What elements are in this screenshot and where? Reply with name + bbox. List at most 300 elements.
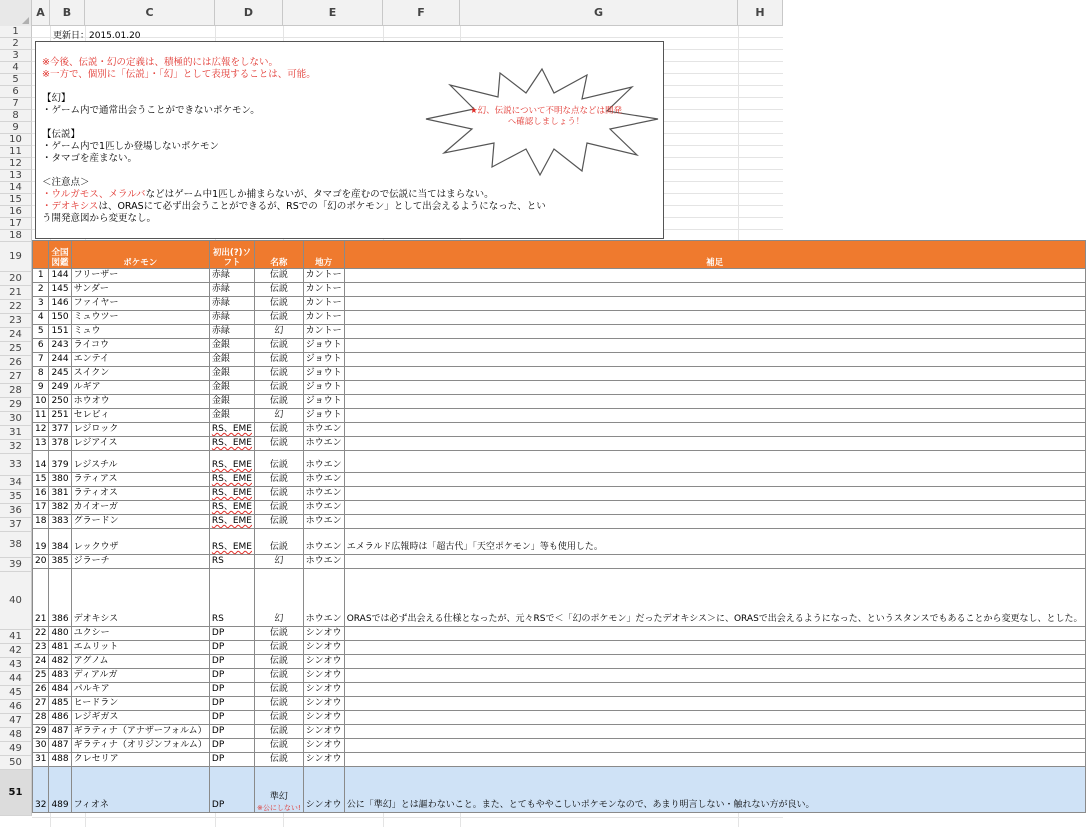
cell-region[interactable]: シンオウ <box>303 711 344 725</box>
row-header-30[interactable]: 30 <box>0 412 32 426</box>
cell-soft[interactable]: 赤緑 <box>209 297 254 311</box>
cell-classification[interactable] <box>255 311 304 325</box>
cell-region[interactable]: カントー <box>303 311 344 325</box>
cell-note[interactable]: 公に「準幻」とは謳わないこと。また、とてもややこしいポケモンなので、あまり明言しない・触れない方が良い。 <box>344 767 1085 813</box>
cell-index[interactable]: 8 <box>33 367 49 381</box>
row-header-1[interactable]: 1 <box>0 26 32 38</box>
cell-soft[interactable]: 金銀 <box>209 353 254 367</box>
cell-dex-number[interactable]: 480 <box>49 627 71 641</box>
cell-index[interactable]: 27 <box>33 697 49 711</box>
cell-index[interactable]: 22 <box>33 627 49 641</box>
row-header-3[interactable]: 3 <box>0 50 32 62</box>
cell-soft[interactable]: 金銀 <box>209 381 254 395</box>
cell-dex-number[interactable]: 484 <box>49 683 71 697</box>
cell-region[interactable]: ホウエン <box>303 437 344 451</box>
cell-pokemon-name[interactable]: ディアルガ <box>71 669 209 683</box>
row-header-36[interactable]: 36 <box>0 504 32 518</box>
cell-classification[interactable] <box>255 725 304 739</box>
cell-note[interactable] <box>344 487 1085 501</box>
row-header-16[interactable]: 16 <box>0 206 32 218</box>
column-header-e[interactable]: E <box>283 0 383 26</box>
row-header-50[interactable]: 50 <box>0 756 32 770</box>
cell-pokemon-name[interactable]: レジスチル <box>71 451 209 473</box>
cell-classification[interactable] <box>255 353 304 367</box>
row-header-23[interactable]: 23 <box>0 314 32 328</box>
cell-index[interactable]: 10 <box>33 395 49 409</box>
row-header-17[interactable]: 17 <box>0 218 32 230</box>
cell-note[interactable] <box>344 501 1085 515</box>
cell-soft[interactable]: RS、EME <box>209 451 254 473</box>
cell-dex-number[interactable]: 249 <box>49 381 71 395</box>
cell-region[interactable]: ホウエン <box>303 451 344 473</box>
classification-label: 伝説 <box>269 542 288 552</box>
cell-region[interactable]: ジョウト <box>303 353 344 367</box>
cell-note[interactable] <box>344 409 1085 423</box>
cell-pokemon-name[interactable]: エンテイ <box>71 353 209 367</box>
cell-classification[interactable] <box>255 283 304 297</box>
cell-region[interactable]: ジョウト <box>303 395 344 409</box>
cell-region[interactable]: シンオウ <box>303 739 344 753</box>
cell-classification[interactable] <box>255 569 304 627</box>
cell-index[interactable]: 2 <box>33 283 49 297</box>
header-note[interactable]: 補足 <box>344 241 1085 269</box>
cell-dex-number[interactable]: 384 <box>49 529 71 555</box>
row-header-18[interactable]: 18 <box>0 230 32 242</box>
cell-pokemon-name[interactable]: カイオーガ <box>71 501 209 515</box>
cell-pokemon-name[interactable]: セレビィ <box>71 409 209 423</box>
cell-pokemon-name[interactable]: ミュウ <box>71 325 209 339</box>
cell-pokemon-name[interactable]: アグノム <box>71 655 209 669</box>
row-header-13[interactable]: 13 <box>0 170 32 182</box>
cell-index[interactable]: 15 <box>33 473 49 487</box>
column-header-b[interactable]: B <box>50 0 85 26</box>
cell-region[interactable]: シンオウ <box>303 683 344 697</box>
cell-dex-number[interactable]: 385 <box>49 555 71 569</box>
cell-index[interactable]: 21 <box>33 569 49 627</box>
cell-soft[interactable]: 金銀 <box>209 339 254 353</box>
header-name[interactable]: 名称 <box>255 241 304 269</box>
cell-dex-number[interactable]: 488 <box>49 753 71 767</box>
row-header-21[interactable]: 21 <box>0 286 32 300</box>
cell-soft[interactable]: DP <box>209 683 254 697</box>
cell-pokemon-name[interactable]: レジアイス <box>71 437 209 451</box>
cell-dex-number[interactable]: 483 <box>49 669 71 683</box>
cell-classification[interactable] <box>255 641 304 655</box>
header-region[interactable]: 地方 <box>303 241 344 269</box>
cell-classification[interactable] <box>255 269 304 283</box>
column-header-a[interactable]: A <box>32 0 50 26</box>
cell-soft[interactable]: 金銀 <box>209 409 254 423</box>
cell-pokemon-name[interactable]: スイクン <box>71 367 209 381</box>
row-header-19[interactable]: 19 <box>0 242 32 272</box>
cell-note[interactable] <box>344 311 1085 325</box>
cell-classification[interactable] <box>255 529 304 555</box>
cell-pokemon-name[interactable]: エムリット <box>71 641 209 655</box>
column-header-f[interactable]: F <box>383 0 460 26</box>
cell-index[interactable]: 28 <box>33 711 49 725</box>
cell-index[interactable]: 9 <box>33 381 49 395</box>
cell-dex-number[interactable]: 144 <box>49 269 71 283</box>
cell-soft[interactable]: RS、EME <box>209 501 254 515</box>
cell-pokemon-name[interactable]: ユクシー <box>71 627 209 641</box>
row-header-12[interactable]: 12 <box>0 158 32 170</box>
cell-pokemon-name[interactable]: デオキシス <box>71 569 209 627</box>
cell-note[interactable] <box>344 753 1085 767</box>
cell-classification[interactable] <box>255 697 304 711</box>
cell-note[interactable] <box>344 555 1085 569</box>
cell-index[interactable]: 23 <box>33 641 49 655</box>
row-header-40[interactable]: 40 <box>0 572 32 630</box>
cell-note[interactable]: ORASでは必ず出会える仕様となったが、元々RSで＜「幻のポケモン」だったデオキシス＞に、ORASで出会えるようになった、というスタンスでもあることから変更なし、とした。 <box>344 569 1085 627</box>
column-header-g[interactable]: G <box>460 0 738 26</box>
cell-region[interactable]: シンオウ <box>303 641 344 655</box>
cell-note[interactable] <box>344 627 1085 641</box>
cell-dex-number[interactable]: 150 <box>49 311 71 325</box>
cell-dex-number[interactable]: 489 <box>49 767 71 813</box>
cell-note[interactable] <box>344 395 1085 409</box>
cell-note[interactable] <box>344 641 1085 655</box>
row-header-9[interactable]: 9 <box>0 122 32 134</box>
cell-note[interactable] <box>344 473 1085 487</box>
cell-dex-number[interactable]: 487 <box>49 725 71 739</box>
row-header-27[interactable]: 27 <box>0 370 32 384</box>
cell-region[interactable]: シンオウ <box>303 725 344 739</box>
cell-pokemon-name[interactable]: ホウオウ <box>71 395 209 409</box>
cell-pokemon-name[interactable]: レックウザ <box>71 529 209 555</box>
cell-note[interactable] <box>344 683 1085 697</box>
row-header-51[interactable]: 51 <box>0 770 32 816</box>
cell-soft[interactable]: 赤緑 <box>209 283 254 297</box>
cell-note[interactable] <box>344 325 1085 339</box>
cell-classification[interactable] <box>255 655 304 669</box>
cell-classification[interactable] <box>255 367 304 381</box>
cell-note[interactable] <box>344 515 1085 529</box>
cell-pokemon-name[interactable]: グラードン <box>71 515 209 529</box>
cell-pokemon-name[interactable]: フィオネ <box>71 767 209 813</box>
cell-region[interactable]: シンオウ <box>303 697 344 711</box>
cell-region[interactable]: ホウエン <box>303 515 344 529</box>
classification-label: 伝説 <box>269 740 288 750</box>
sheet-grid[interactable] <box>32 26 1083 827</box>
row-header-22[interactable]: 22 <box>0 300 32 314</box>
cell-classification[interactable] <box>255 767 304 813</box>
cell-region[interactable]: シンオウ <box>303 655 344 669</box>
cell-classification[interactable] <box>255 451 304 473</box>
cell-region[interactable]: カントー <box>303 269 344 283</box>
row-header-46[interactable]: 46 <box>0 700 32 714</box>
select-all-corner[interactable] <box>0 0 32 26</box>
cell-dex-number[interactable]: 378 <box>49 437 71 451</box>
cell-region[interactable]: ジョウト <box>303 367 344 381</box>
cell-classification[interactable] <box>255 423 304 437</box>
row-header-48[interactable]: 48 <box>0 728 32 742</box>
cell-soft[interactable]: DP <box>209 655 254 669</box>
cell-classification[interactable] <box>255 409 304 423</box>
cell-index[interactable]: 25 <box>33 669 49 683</box>
cell-soft[interactable]: RS、EME <box>209 473 254 487</box>
cell-index[interactable]: 24 <box>33 655 49 669</box>
cell-index[interactable]: 30 <box>33 739 49 753</box>
row-header-31[interactable]: 31 <box>0 426 32 440</box>
cell-dex-number[interactable]: 245 <box>49 367 71 381</box>
cell-classification[interactable] <box>255 555 304 569</box>
row-header-11[interactable]: 11 <box>0 146 32 158</box>
cell-note[interactable] <box>344 339 1085 353</box>
row-header-28[interactable]: 28 <box>0 384 32 398</box>
cell-pokemon-name[interactable]: ライコウ <box>71 339 209 353</box>
cell-classification[interactable] <box>255 669 304 683</box>
cell-region[interactable]: カントー <box>303 297 344 311</box>
cell-region[interactable]: シンオウ <box>303 627 344 641</box>
row-header-15[interactable]: 15 <box>0 194 32 206</box>
cell-classification[interactable] <box>255 325 304 339</box>
cell-region[interactable]: ホウエン <box>303 473 344 487</box>
cell-pokemon-name[interactable]: サンダー <box>71 283 209 297</box>
cell-pokemon-name[interactable]: ミュウツー <box>71 311 209 325</box>
cell-classification[interactable] <box>255 381 304 395</box>
row-header-26[interactable]: 26 <box>0 356 32 370</box>
cell-index[interactable]: 29 <box>33 725 49 739</box>
cell-dex-number[interactable]: 244 <box>49 353 71 367</box>
cell-soft[interactable]: DP <box>209 753 254 767</box>
cell-soft[interactable]: RS、EME <box>209 529 254 555</box>
cell-index[interactable]: 14 <box>33 451 49 473</box>
cell-pokemon-name[interactable]: レジギガス <box>71 711 209 725</box>
cell-index[interactable]: 17 <box>33 501 49 515</box>
cell-dex-number[interactable]: 379 <box>49 451 71 473</box>
row-header-44[interactable]: 44 <box>0 672 32 686</box>
row-header-14[interactable]: 14 <box>0 182 32 194</box>
header-dex[interactable]: 全国図鑑 <box>49 241 71 269</box>
cell-classification[interactable] <box>255 711 304 725</box>
cell-region[interactable]: カントー <box>303 283 344 297</box>
cell-classification[interactable] <box>255 739 304 753</box>
cell-note[interactable] <box>344 697 1085 711</box>
cell-pokemon-name[interactable]: フリーザー <box>71 269 209 283</box>
cell-dex-number[interactable]: 486 <box>49 711 71 725</box>
cell-index[interactable]: 31 <box>33 753 49 767</box>
cell-region[interactable]: ホウエン <box>303 423 344 437</box>
cell-note[interactable] <box>344 353 1085 367</box>
cell-note[interactable] <box>344 297 1085 311</box>
row-header-45[interactable]: 45 <box>0 686 32 700</box>
cell-index[interactable]: 12 <box>33 423 49 437</box>
cell-note[interactable] <box>344 739 1085 753</box>
column-header-d[interactable]: D <box>215 0 283 26</box>
cell-pokemon-name[interactable]: ギラティナ（オリジンフォルム） <box>71 739 209 753</box>
cell-soft[interactable]: 金銀 <box>209 367 254 381</box>
cell-pokemon-name[interactable]: ヒードラン <box>71 697 209 711</box>
row-header-7[interactable]: 7 <box>0 98 32 110</box>
classification-label: 伝説 <box>269 382 288 392</box>
column-header-h[interactable]: H <box>738 0 783 26</box>
cell-note[interactable] <box>344 423 1085 437</box>
cell-soft[interactable]: DP <box>209 725 254 739</box>
cell-classification[interactable] <box>255 753 304 767</box>
cell-region[interactable]: ホウエン <box>303 555 344 569</box>
cell-note[interactable] <box>344 367 1085 381</box>
row-header-10[interactable]: 10 <box>0 134 32 146</box>
cell-region[interactable]: カントー <box>303 325 344 339</box>
cell-classification[interactable] <box>255 487 304 501</box>
classification-label: 幻 <box>274 410 284 420</box>
row-header-25[interactable]: 25 <box>0 342 32 356</box>
row-header-37[interactable]: 37 <box>0 518 32 532</box>
cell-dex-number[interactable]: 380 <box>49 473 71 487</box>
header-pokemon[interactable]: ポケモン <box>71 241 209 269</box>
cell-pokemon-name[interactable]: パルキア <box>71 683 209 697</box>
row-header-6[interactable]: 6 <box>0 86 32 98</box>
cell-index[interactable]: 16 <box>33 487 49 501</box>
cell-classification[interactable] <box>255 515 304 529</box>
cell-note[interactable] <box>344 381 1085 395</box>
cell-soft[interactable]: DP <box>209 697 254 711</box>
cell-index[interactable]: 19 <box>33 529 49 555</box>
cell-dex-number[interactable]: 145 <box>49 283 71 297</box>
cell-index[interactable]: 26 <box>33 683 49 697</box>
cell-soft[interactable]: DP <box>209 627 254 641</box>
cell-soft[interactable]: 赤緑 <box>209 311 254 325</box>
cell-pokemon-name[interactable]: レジロック <box>71 423 209 437</box>
cell-pokemon-name[interactable]: ファイヤー <box>71 297 209 311</box>
column-header-c[interactable]: C <box>85 0 215 26</box>
row-header-41[interactable]: 41 <box>0 630 32 644</box>
row-header-47[interactable]: 47 <box>0 714 32 728</box>
cell-dex-number[interactable]: 250 <box>49 395 71 409</box>
row-header-42[interactable]: 42 <box>0 644 32 658</box>
cell-pokemon-name[interactable]: ルギア <box>71 381 209 395</box>
cell-classification[interactable] <box>255 473 304 487</box>
row-header-8[interactable]: 8 <box>0 110 32 122</box>
classification-label: 伝説 <box>269 438 288 448</box>
cell-note[interactable] <box>344 725 1085 739</box>
cell-region[interactable]: ホウエン <box>303 487 344 501</box>
cell-soft[interactable]: 赤緑 <box>209 325 254 339</box>
row-header-4[interactable]: 4 <box>0 62 32 74</box>
cell-classification[interactable] <box>255 437 304 451</box>
cell-dex-number[interactable]: 487 <box>49 739 71 753</box>
cell-dex-number[interactable]: 383 <box>49 515 71 529</box>
cell-region[interactable]: ジョウト <box>303 381 344 395</box>
textbox-line: う開発意図から変更なし。 <box>42 213 157 224</box>
cell-dex-number[interactable]: 146 <box>49 297 71 311</box>
cell-note[interactable] <box>344 437 1085 451</box>
cell-soft[interactable]: RS <box>209 555 254 569</box>
row-header-49[interactable]: 49 <box>0 742 32 756</box>
cell-pokemon-name[interactable]: ジラーチ <box>71 555 209 569</box>
row-header-38[interactable]: 38 <box>0 532 32 558</box>
cell-soft[interactable]: RS、EME <box>209 487 254 501</box>
cell-pokemon-name[interactable]: ラティオス <box>71 487 209 501</box>
cell-region[interactable]: ホウエン <box>303 569 344 627</box>
cell-pokemon-name[interactable]: ギラティナ（アナザーフォルム） <box>71 725 209 739</box>
cell-region[interactable]: シンオウ <box>303 767 344 813</box>
row-header-32[interactable]: 32 <box>0 440 32 454</box>
cell-dex-number[interactable]: 381 <box>49 487 71 501</box>
classification-label: 伝説 <box>269 670 288 680</box>
cell-soft[interactable]: DP <box>209 641 254 655</box>
cell-dex-number[interactable]: 482 <box>49 655 71 669</box>
cell-soft[interactable]: RS、EME <box>209 423 254 437</box>
cell-dex-number[interactable]: 382 <box>49 501 71 515</box>
cell-note[interactable] <box>344 655 1085 669</box>
row-header-39[interactable]: 39 <box>0 558 32 572</box>
cell-classification[interactable] <box>255 501 304 515</box>
cell-soft[interactable]: DP <box>209 739 254 753</box>
cell-region[interactable]: シンオウ <box>303 669 344 683</box>
cell-classification[interactable] <box>255 339 304 353</box>
cell-index[interactable]: 1 <box>33 269 49 283</box>
cell-index[interactable]: 7 <box>33 353 49 367</box>
row-header-20[interactable]: 20 <box>0 272 32 286</box>
row-header-34[interactable]: 34 <box>0 476 32 490</box>
cell-dex-number[interactable]: 377 <box>49 423 71 437</box>
cell-soft[interactable]: DP <box>209 767 254 813</box>
cell-dex-number[interactable]: 251 <box>49 409 71 423</box>
cell-region[interactable]: ジョウト <box>303 339 344 353</box>
cell-note[interactable] <box>344 269 1085 283</box>
cell-classification[interactable] <box>255 683 304 697</box>
cell-note[interactable] <box>344 669 1085 683</box>
cell-index[interactable]: 4 <box>33 311 49 325</box>
cell-dex-number[interactable]: 151 <box>49 325 71 339</box>
row-header-35[interactable]: 35 <box>0 490 32 504</box>
cell-note[interactable] <box>344 451 1085 473</box>
cell-region[interactable]: ジョウト <box>303 409 344 423</box>
cell-soft[interactable]: 赤緑 <box>209 269 254 283</box>
cell-index[interactable]: 13 <box>33 437 49 451</box>
cell-region[interactable]: ホウエン <box>303 529 344 555</box>
row-header-43[interactable]: 43 <box>0 658 32 672</box>
cell-pokemon-name[interactable]: クレセリア <box>71 753 209 767</box>
cell-index[interactable]: 6 <box>33 339 49 353</box>
cell-pokemon-name[interactable]: ラティアス <box>71 473 209 487</box>
cell-index[interactable]: 18 <box>33 515 49 529</box>
cell-index[interactable]: 5 <box>33 325 49 339</box>
cell-soft[interactable]: DP <box>209 669 254 683</box>
row-header-2[interactable]: 2 <box>0 38 32 50</box>
cell-classification[interactable] <box>255 297 304 311</box>
cell-dex-number[interactable]: 386 <box>49 569 71 627</box>
cell-soft[interactable]: RS、EME <box>209 437 254 451</box>
row-header-24[interactable]: 24 <box>0 328 32 342</box>
cell-soft[interactable]: RS、EME <box>209 515 254 529</box>
cell-dex-number[interactable]: 485 <box>49 697 71 711</box>
cell-dex-number[interactable]: 481 <box>49 641 71 655</box>
table-row <box>33 641 1086 655</box>
row-header-33[interactable]: 33 <box>0 454 32 476</box>
cell-classification[interactable] <box>255 395 304 409</box>
cell-note[interactable]: エメラルド広報時は「超古代」「天空ポケモン」等も使用した。 <box>344 529 1085 555</box>
cell-index[interactable]: 20 <box>33 555 49 569</box>
header-soft[interactable]: 初出(?)ソフト <box>209 241 254 269</box>
cell-soft[interactable]: RS <box>209 569 254 627</box>
row-header-5[interactable]: 5 <box>0 74 32 86</box>
cell-soft[interactable]: 金銀 <box>209 395 254 409</box>
cell-region[interactable]: シンオウ <box>303 753 344 767</box>
cell-note[interactable] <box>344 283 1085 297</box>
cell-classification[interactable] <box>255 627 304 641</box>
cell-region[interactable]: ホウエン <box>303 501 344 515</box>
cell-note[interactable] <box>344 711 1085 725</box>
cell-index[interactable]: 32 <box>33 767 49 813</box>
row-header-29[interactable]: 29 <box>0 398 32 412</box>
cell-index[interactable]: 3 <box>33 297 49 311</box>
cell-dex-number[interactable]: 243 <box>49 339 71 353</box>
classification-label: 伝説 <box>269 712 288 722</box>
cell-index[interactable]: 11 <box>33 409 49 423</box>
cell-soft[interactable]: DP <box>209 711 254 725</box>
